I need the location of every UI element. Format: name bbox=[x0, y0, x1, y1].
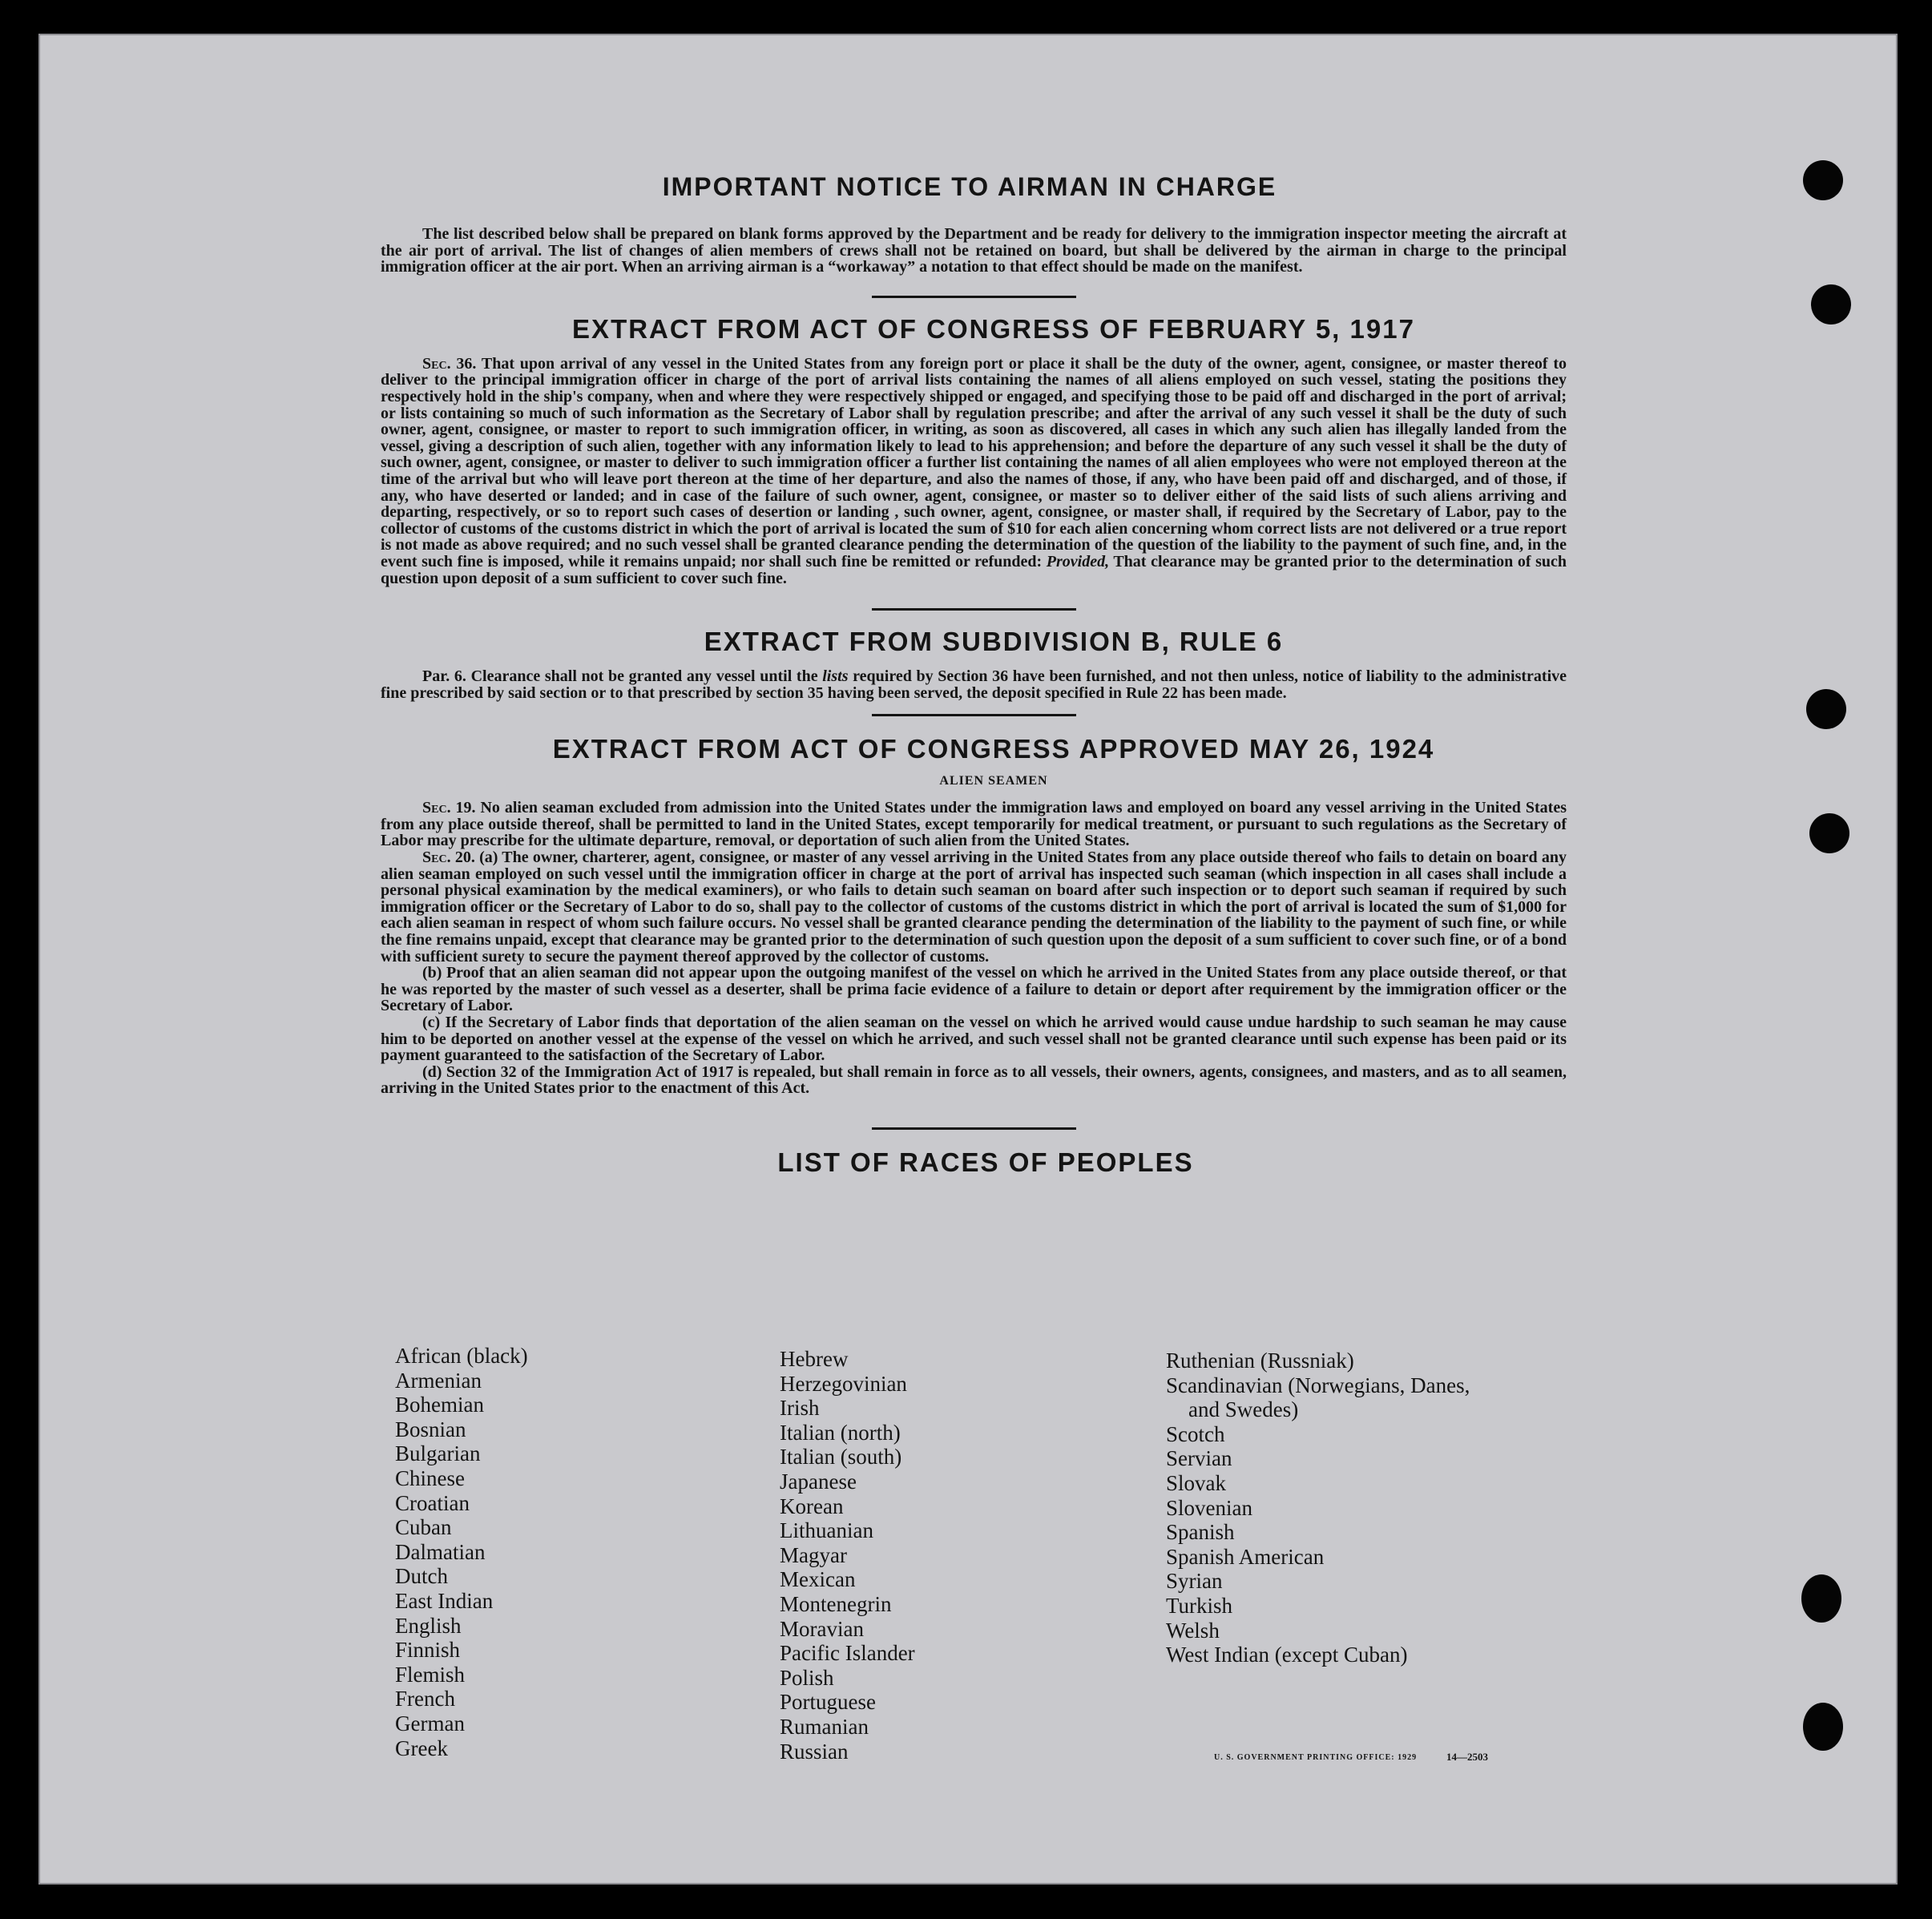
sec20a-text: (a) The owner, charterer, agent, consignee, or master of any vessel arriving in the United States from any place outside thereof who fails to detain on board any alien seaman employed on such vessel until the immigration officer in charge at the port of arrival has inspected such seaman (which inspection in all cases shall include a personal physical examination by the medical examiners), or who fails to detain such seaman on board after such inspection or to deport such seaman if required by such immigration officer or the Secretary of Labor to do so, shall pay to the collector of customs of the customs district in which the port of arrival is located the sum of $1,000 for each alien seaman in respect of whom such failure occurs. No vessel shall be granted clearance pending the determination of the liability to the payment of such fine, or while the fine remains unpaid, except that clearance may be granted prior to the determination of such question upon the deposit of a sum sufficient to cover such fine, or of a bond with sufficient surety to secure the payment thereof approved by the collector of customs. bbox=[381, 849, 1567, 966]
par-label: Par. 6. bbox=[422, 667, 466, 686]
punch-hole bbox=[1803, 1703, 1843, 1751]
section-divider bbox=[872, 1127, 1076, 1130]
punch-hole bbox=[1809, 813, 1849, 853]
section-divider bbox=[872, 714, 1076, 716]
race-item: Cuban bbox=[395, 1515, 452, 1540]
sec19-body bbox=[381, 800, 1567, 849]
race-item: Lithuanian bbox=[780, 1518, 873, 1543]
race-item: Bulgarian bbox=[395, 1441, 481, 1466]
race-item: Spanish bbox=[1166, 1520, 1235, 1545]
race-item: German bbox=[395, 1711, 465, 1736]
race-item-line: Scandinavian (Norwegians, Danes, bbox=[1166, 1373, 1470, 1397]
race-item: English bbox=[395, 1613, 462, 1638]
sec20c-body: (c) If the Secretary of Labor finds that deportation of the alien seaman on the vessel on which he arrived would cause undue hardship to such seaman he may cause him to be deported on another vessel at the expense of the vessel on which he arrived, and such vessel shall not be granted clearance until such expense has been paid or its payment guaranteed to the satisfaction of the Secretary of Labor. bbox=[381, 1014, 1567, 1065]
races-column-1 bbox=[395, 1344, 528, 1760]
sec-label: Sec. 19. bbox=[422, 799, 476, 817]
races-title: LIST OF RACES OF PEOPLES bbox=[777, 1147, 1194, 1177]
notice-body: The list described below shall be prepared on blank forms approved by the Department and be ready for delivery to the immigration inspector meeting the aircraft at the air port of arrival. The list of changes of alien members of crews shall not be retained on board, but shall be delivered by the airman in charge to the principal immigration officer at the air port. When an arriving airman is a “workaway” a notation to that effect should be made on the manifest. bbox=[381, 225, 1567, 276]
race-item: Bohemian bbox=[395, 1393, 484, 1417]
race-item: Herzegovinian bbox=[780, 1371, 907, 1396]
races-column-2 bbox=[780, 1347, 915, 1764]
document-body bbox=[381, 172, 1567, 1178]
sec19-text: No alien seaman excluded from admission into the United States under the immigration laws and employed on board any vessel arriving in the United States from any place outside thereof, shall be permitted to land in the United States, except temporarily for medical treatment, or pursuant to such regulations as the Secretary of Labor may prescribe for the ultimate departure, removal, or deportation of such alien from the United States. bbox=[381, 799, 1567, 850]
printer-imprint: U. S. GOVERNMENT PRINTING OFFICE: 1929 bbox=[1214, 1753, 1418, 1762]
act-1917-sec36 bbox=[381, 356, 1567, 587]
race-item: Russian bbox=[780, 1739, 849, 1764]
race-item: Italian (north) bbox=[780, 1420, 901, 1445]
race-item: Ruthenian (Russniak) bbox=[1166, 1349, 1354, 1373]
race-item: Greek bbox=[395, 1736, 448, 1760]
race-item: Servian bbox=[1166, 1446, 1232, 1471]
race-item: Hebrew bbox=[780, 1347, 849, 1371]
race-item-line-continued: and Swedes) bbox=[1188, 1397, 1299, 1422]
race-item: Montenegrin bbox=[780, 1591, 892, 1616]
race-item: Scotch bbox=[1166, 1421, 1225, 1446]
act-1924-title: EXTRACT FROM ACT OF CONGRESS APPROVED MAY 26, 1924 bbox=[552, 734, 1435, 764]
race-item: Pacific Islander bbox=[780, 1641, 915, 1666]
sec20b-body: (b) Proof that an alien seaman did not appear upon the outgoing manifest of the vessel on which he arrived in the United States from any place outside thereof, or that he was reported by the master of such vessel as a deserter, shall be prima facie evidence of a failure to detain or deport after requirement by the immigration officer or the Secretary of Labor. bbox=[381, 964, 1567, 1015]
race-item: Italian (south) bbox=[780, 1445, 902, 1469]
section-divider bbox=[872, 608, 1076, 611]
rule6-body bbox=[381, 668, 1567, 701]
race-item: Syrian bbox=[1166, 1569, 1223, 1594]
races-column-3 bbox=[1166, 1349, 1519, 1667]
race-item: Bosnian bbox=[395, 1417, 466, 1441]
race-item: Chinese bbox=[395, 1465, 465, 1490]
race-item: West Indian (except Cuban) bbox=[1166, 1643, 1408, 1667]
race-item: Finnish bbox=[395, 1638, 461, 1663]
race-item: Korean bbox=[780, 1494, 844, 1518]
punch-hole bbox=[1803, 160, 1843, 200]
race-item: Slovak bbox=[1166, 1470, 1227, 1495]
sec36-text-end: That clearance may be granted prior to the determination of such question upon deposit of a sum sufficient to cover such fine. bbox=[381, 552, 1567, 587]
race-item: French bbox=[395, 1687, 455, 1711]
race-item: East Indian bbox=[395, 1588, 494, 1613]
punch-hole bbox=[1806, 689, 1846, 729]
race-item: Turkish bbox=[1166, 1593, 1233, 1618]
race-item: Slovenian bbox=[1166, 1495, 1252, 1520]
race-item: Dalmatian bbox=[395, 1539, 486, 1564]
race-item: Flemish bbox=[395, 1662, 466, 1687]
race-item: Magyar bbox=[780, 1542, 847, 1567]
race-item: Spanish American bbox=[1166, 1544, 1325, 1569]
race-item: Croatian bbox=[395, 1490, 470, 1515]
rule6-italic: lists bbox=[822, 667, 849, 686]
rule6-text-end: required by Section 36 have been furnished, and not then unless, notice of liability to the administrative fine prescribed by said section or to that prescribed by section 35 having been served, the deposit specified in Rule 22 has been made. bbox=[381, 667, 1567, 702]
form-number: 14—2503 bbox=[1446, 1751, 1488, 1763]
sec36-text: That upon arrival of any vessel in the United States from any foreign port or place it shall be the duty of the owner, agent, consignee, or master thereof to deliver to the principal immigration officer in charge of the port of arrival lists containing the names of all aliens employed on such vessel, stating the positions they respectively hold in the ship's company, when and where they were respectively shipped or engaged, and specifying those to be paid off and discharged in the port of arrival; or lists containing so much of such information as the Secretary of Labor shall by regulation prescribe; and after the arrival of any such vessel it shall be the duty of such owner, agent, consignee, or master to report to such immigration officer, in writing, as soon as discovered, all cases in which any such alien has illegally landed from the vessel, giving a description of such alien, together with any information likely to lead to his apprehension; and before the departure of any such vessel it shall be the duty of such owner, agent, consignee, or master to deliver to such immigration officer a further list containing the names of all alien employees who were not employed thereon at the time of the arrival but who will leave port thereon at the time of her departure, and also the names of those, if any, who have been paid off and discharged, and of those, if any, who have deserted or landed; and in case of the failure of such owner, agent, consignee, or master so to deliver either of the said lists of such aliens arriving and departing, respectively, or so to report such cases of desertion or landing , such owner, agent, consignee, or master shall, if required by the Secretary of Labor, pay to the collector of customs of the customs district in which the port of arrival is located the sum of $10 for each alien concerning whom correct lists are not delivered or a true report is not made as above required; and no such vessel shall be granted clearance pending the determination of the question of the liability to the payment of such fine, and, in the event such fine is imposed, while it remains unpaid; nor shall such fine be remitted or refunded: bbox=[381, 354, 1567, 570]
race-item: Dutch bbox=[395, 1564, 448, 1589]
act-1917-title: EXTRACT FROM ACT OF CONGRESS OF FEBRUARY 5, 1917 bbox=[572, 313, 1415, 344]
sec20a-body bbox=[381, 849, 1567, 965]
punch-hole bbox=[1811, 284, 1851, 325]
punch-hole bbox=[1801, 1574, 1841, 1623]
sec20d-body: (d) Section 32 of the Immigration Act of 1917 is repealed, but shall remain in force as to all vessels, their owners, agents, consignees, and masters, and as to all seamen, arriving in the United States prior to the enactment of this Act. bbox=[381, 1062, 1567, 1098]
race-item: Polish bbox=[780, 1665, 834, 1690]
rule6-title: EXTRACT FROM SUBDIVISION B, RULE 6 bbox=[704, 627, 1284, 657]
rule6-text: Clearance shall not be granted any vessel until the bbox=[470, 667, 818, 686]
race-item: Moravian bbox=[780, 1616, 864, 1641]
race-item-scandinavian bbox=[1166, 1373, 1519, 1422]
sec-label: Sec. 36. bbox=[422, 354, 477, 373]
race-item: Welsh bbox=[1166, 1618, 1220, 1643]
race-item: Mexican bbox=[780, 1567, 856, 1592]
sec-label: Sec. 20. bbox=[422, 849, 475, 867]
alien-seamen-subtitle: ALIEN SEAMEN bbox=[939, 774, 1048, 788]
race-item: Portuguese bbox=[780, 1690, 876, 1715]
race-item: African (black) bbox=[395, 1344, 528, 1368]
race-item: Japanese bbox=[780, 1469, 857, 1494]
race-item: Rumanian bbox=[780, 1714, 869, 1739]
notice-title: IMPORTANT NOTICE TO AIRMAN IN CHARGE bbox=[662, 172, 1277, 201]
race-item: Irish bbox=[780, 1396, 820, 1421]
race-item: Armenian bbox=[395, 1368, 482, 1393]
section-divider bbox=[872, 296, 1076, 298]
sec36-italic: Provided, bbox=[1046, 552, 1110, 570]
